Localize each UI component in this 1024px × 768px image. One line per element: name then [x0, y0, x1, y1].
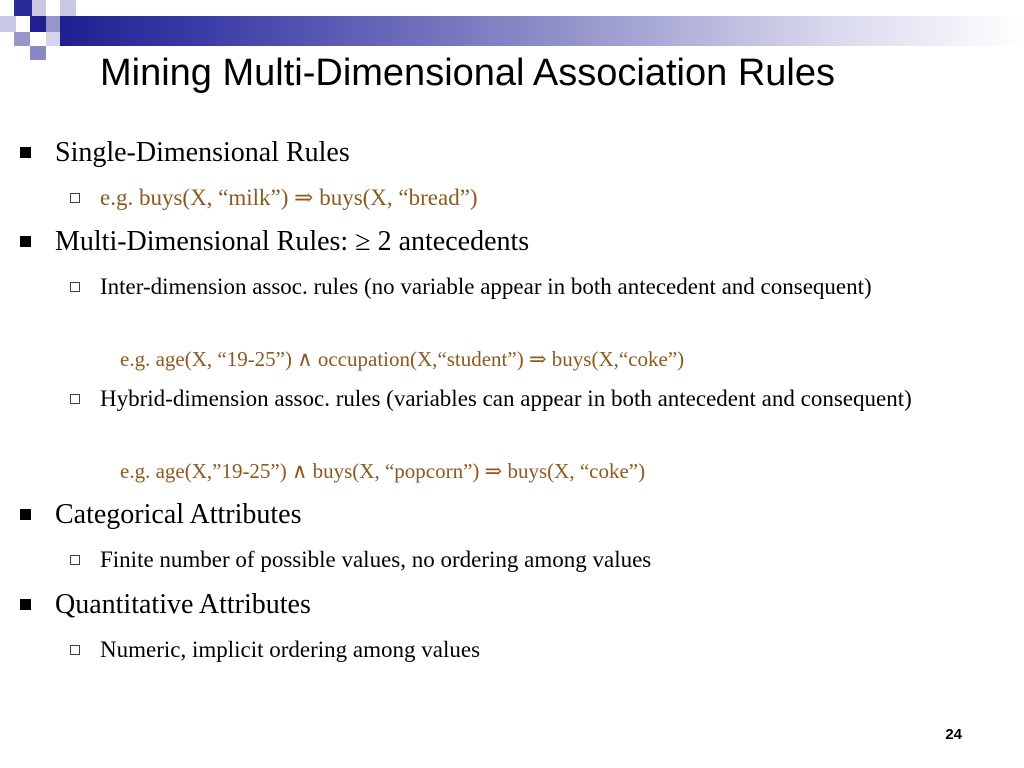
page-number: 24: [945, 726, 962, 743]
sub-bullet-text: Hybrid-dimension assoc. rules (variables can appear in both antecedent and consequent): [100, 386, 912, 411]
decor-square: [14, 0, 32, 16]
hollow-square-bullet-icon: [70, 555, 80, 565]
header-gradient-bar: [60, 16, 1024, 46]
sub-bullet-text: Finite number of possible values, no ordering among values: [100, 547, 652, 572]
bullet-item: [55, 136, 350, 170]
hollow-square-bullet-icon: [70, 645, 80, 655]
bullet-text: Categorical Attributes: [55, 499, 302, 530]
sub-bullet-item: [100, 632, 980, 667]
decor-square: [30, 46, 46, 60]
sub-bullet-text: Inter-dimension assoc. rules (no variable appear in both antecedent and consequent): [100, 274, 872, 299]
decor-square: [14, 32, 30, 46]
bullet-text: Multi-Dimensional Rules: ≥ 2 antecedents: [55, 226, 530, 257]
bullet-text: Quantitative Attributes: [55, 589, 311, 620]
square-bullet-icon: [20, 599, 31, 610]
sub-bullet-item: [100, 542, 980, 577]
sub-bullet-item: [100, 381, 980, 416]
slide-title: Mining Multi-Dimensional Association Rules: [100, 52, 835, 94]
decor-square: [46, 32, 60, 46]
example-line: e.g. age(X,”19-25”) ∧ buys(X, “popcorn”) ⇒ buys(X, “coke”): [120, 459, 646, 483]
decor-square: [46, 16, 60, 32]
square-bullet-icon: [20, 509, 31, 520]
bullet-item: [55, 588, 311, 622]
sub-bullet-item: [100, 269, 980, 304]
hollow-square-bullet-icon: [70, 193, 80, 203]
sub-bullet-text: Numeric, implicit ordering among values: [100, 637, 481, 662]
sub-bullet-item: [100, 180, 980, 215]
decor-square: [60, 0, 76, 16]
bullet-item: [55, 498, 302, 532]
decor-square: [32, 0, 46, 16]
square-bullet-icon: [20, 236, 31, 247]
bullet-item: [55, 225, 529, 259]
hollow-square-bullet-icon: [70, 394, 80, 404]
square-bullet-icon: [20, 147, 31, 158]
sub-bullet-text: e.g. buys(X, “milk”) ⇒ buys(X, “bread”): [100, 185, 478, 210]
example-line: e.g. age(X, “19-25”) ∧ occupation(X,“student”) ⇒ buys(X,“coke”): [120, 347, 685, 371]
hollow-square-bullet-icon: [70, 282, 80, 292]
bullet-text: Single-Dimensional Rules: [55, 137, 350, 168]
decor-square: [0, 16, 16, 32]
